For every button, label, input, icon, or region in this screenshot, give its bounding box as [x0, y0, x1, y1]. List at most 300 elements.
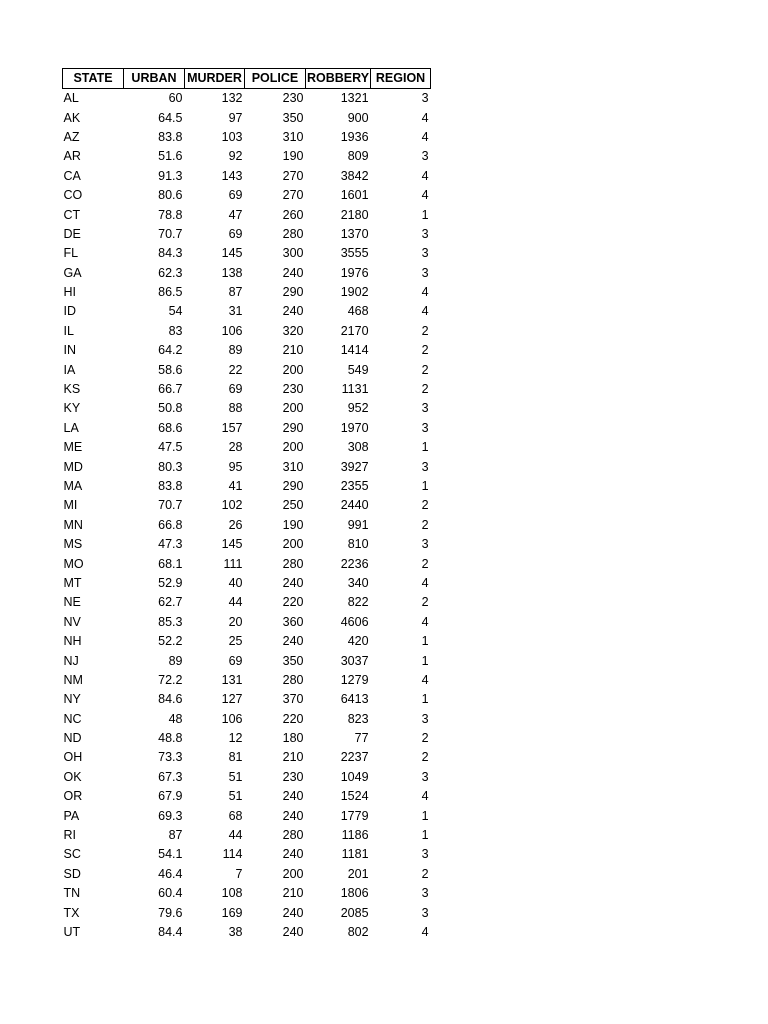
cell-state: OH [63, 750, 83, 765]
cell-murder: 145 [221, 537, 243, 552]
header-row [63, 69, 431, 89]
cell-urban: 80.6 [158, 188, 183, 203]
cell-police: 280 [282, 556, 304, 571]
table-row [63, 341, 431, 360]
header-urban: URBAN [124, 69, 185, 89]
cell-state: LA [63, 420, 79, 435]
cell-region: 3 [421, 905, 429, 920]
cell-state: KS [63, 382, 81, 397]
cell-robbery: 2236 [340, 556, 369, 571]
cell-robbery: 2085 [340, 905, 369, 920]
cell-police: 240 [282, 575, 304, 590]
cell-robbery: 4606 [340, 614, 369, 629]
cell-murder: 127 [221, 692, 243, 707]
cell-murder: 22 [228, 362, 243, 377]
cell-urban: 89 [168, 653, 183, 668]
cell-police: 370 [282, 692, 304, 707]
cell-region: 4 [421, 614, 429, 629]
cell-region: 3 [421, 401, 429, 416]
cell-state: AZ [63, 129, 80, 144]
cell-murder: 40 [228, 575, 243, 590]
cell-urban: 60.4 [158, 886, 183, 901]
cell-robbery: 308 [347, 440, 369, 455]
cell-police: 280 [282, 672, 304, 687]
cell-urban: 66.7 [158, 382, 183, 397]
cell-murder: 20 [228, 614, 243, 629]
cell-robbery: 549 [347, 362, 369, 377]
table-row [63, 516, 431, 535]
table-row [63, 710, 431, 729]
cell-urban: 73.3 [158, 750, 183, 765]
cell-police: 220 [282, 711, 304, 726]
table-row [63, 167, 431, 186]
cell-police: 220 [282, 595, 304, 610]
cell-urban: 67.9 [158, 789, 183, 804]
cell-robbery: 2237 [340, 750, 369, 765]
cell-state: NE [63, 595, 81, 610]
cell-police: 200 [282, 866, 304, 881]
cell-police: 200 [282, 401, 304, 416]
cell-urban: 60 [168, 91, 183, 106]
cell-police: 260 [282, 207, 304, 222]
cell-region: 4 [421, 924, 429, 939]
cell-murder: 169 [221, 905, 243, 920]
cell-urban: 48 [168, 711, 183, 726]
cell-murder: 138 [221, 265, 243, 280]
cell-police: 240 [282, 789, 304, 804]
cell-murder: 103 [221, 129, 243, 144]
cell-urban: 86.5 [158, 285, 183, 300]
table-row [63, 457, 431, 476]
table-row [63, 128, 431, 147]
cell-robbery: 1524 [340, 789, 369, 804]
cell-murder: 97 [228, 110, 243, 125]
cell-region: 2 [421, 556, 429, 571]
cell-urban: 70.7 [158, 226, 183, 241]
cell-urban: 68.1 [158, 556, 183, 571]
cell-region: 1 [421, 440, 429, 455]
cell-murder: 106 [221, 711, 243, 726]
cell-state: ME [63, 440, 83, 455]
cell-urban: 87 [168, 828, 183, 843]
table-row [63, 826, 431, 845]
cell-state: DE [63, 226, 81, 241]
cell-murder: 44 [228, 828, 243, 843]
cell-murder: 95 [228, 459, 243, 474]
cell-police: 290 [282, 479, 304, 493]
cell-police: 310 [282, 129, 304, 144]
table-row [63, 554, 431, 573]
cell-police: 350 [282, 653, 304, 668]
table-row [63, 438, 431, 457]
table-row [63, 419, 431, 438]
cell-murder: 7 [235, 866, 243, 881]
cell-region: 2 [421, 750, 429, 765]
cell-police: 230 [282, 91, 304, 106]
table-row [63, 205, 431, 224]
cell-robbery: 822 [347, 595, 369, 610]
table-header [63, 69, 431, 89]
cell-region: 4 [421, 110, 429, 125]
cell-robbery: 991 [347, 517, 369, 532]
cell-state: CT [63, 207, 81, 222]
cell-state: KY [63, 401, 81, 416]
cell-urban: 84.4 [158, 924, 183, 939]
cell-urban: 64.2 [158, 343, 183, 358]
cell-murder: 44 [228, 595, 243, 610]
cell-urban: 62.7 [158, 595, 183, 610]
cell-state: NH [63, 634, 82, 649]
table-row [63, 360, 431, 379]
cell-murder: 106 [221, 323, 243, 338]
cell-robbery: 1414 [340, 343, 369, 358]
cell-state: AR [63, 149, 81, 164]
cell-region: 4 [421, 129, 429, 144]
cell-police: 250 [282, 498, 304, 513]
cell-region: 4 [421, 188, 429, 203]
header-murder: MURDER [185, 69, 245, 89]
cell-robbery: 3927 [340, 459, 369, 474]
cell-state: SC [63, 847, 81, 862]
cell-murder: 69 [228, 653, 243, 668]
cell-police: 290 [282, 285, 304, 300]
cell-region: 3 [421, 226, 429, 241]
cell-robbery: 952 [347, 401, 369, 416]
table-row [63, 729, 431, 748]
table-row [63, 806, 431, 825]
cell-state: TN [63, 886, 81, 901]
cell-urban: 91.3 [158, 168, 183, 183]
table-row [63, 593, 431, 612]
cell-region: 1 [421, 207, 429, 222]
table-row [63, 903, 431, 922]
cell-region: 2 [421, 343, 429, 358]
cell-state: NY [63, 692, 81, 707]
cell-robbery: 810 [347, 537, 369, 552]
cell-police: 280 [282, 226, 304, 241]
cell-state: UT [63, 924, 81, 939]
header-robbery: ROBBERY [306, 69, 371, 89]
table-row [63, 322, 431, 341]
cell-region: 3 [421, 265, 429, 280]
cell-robbery: 2180 [340, 207, 369, 222]
table-row [63, 244, 431, 263]
table-body [63, 89, 431, 943]
cell-urban: 51.6 [158, 149, 183, 164]
cell-robbery: 77 [354, 731, 369, 746]
cell-murder: 88 [228, 401, 243, 416]
cell-murder: 157 [221, 420, 243, 435]
cell-region: 3 [421, 246, 429, 261]
cell-region: 2 [421, 498, 429, 513]
table-row [63, 613, 431, 632]
cell-region: 3 [421, 711, 429, 726]
cell-murder: 47 [228, 207, 243, 222]
cell-state: IA [63, 362, 76, 377]
cell-murder: 69 [228, 226, 243, 241]
cell-region: 2 [421, 382, 429, 397]
cell-region: 3 [421, 847, 429, 862]
cell-murder: 38 [228, 924, 243, 939]
cell-murder: 102 [221, 498, 243, 513]
cell-urban: 48.8 [158, 731, 183, 746]
cell-state: PA [63, 808, 80, 823]
cell-robbery: 468 [347, 304, 369, 319]
cell-region: 4 [421, 575, 429, 590]
table-row [63, 632, 431, 651]
cell-region: 4 [421, 672, 429, 687]
cell-robbery: 900 [347, 110, 369, 125]
cell-robbery: 823 [347, 711, 369, 726]
cell-robbery: 1902 [340, 285, 369, 300]
cell-state: NM [63, 672, 83, 687]
cell-state: MS [63, 537, 83, 552]
cell-state: CA [63, 168, 81, 183]
cell-murder: 26 [228, 517, 243, 532]
cell-urban: 78.8 [158, 207, 183, 222]
cell-robbery: 2170 [340, 323, 369, 338]
cell-police: 200 [282, 362, 304, 377]
cell-state: IL [63, 323, 74, 338]
cell-murder: 87 [228, 285, 243, 300]
cell-state: CO [63, 188, 83, 203]
cell-police: 270 [282, 188, 304, 203]
cell-region: 2 [421, 731, 429, 746]
cell-urban: 69.3 [158, 808, 183, 823]
cell-region: 2 [421, 866, 429, 881]
cell-region: 1 [421, 634, 429, 649]
cell-region: 3 [421, 149, 429, 164]
cell-police: 240 [282, 924, 304, 939]
cell-region: 4 [421, 789, 429, 804]
cell-region: 4 [421, 285, 429, 300]
cell-robbery: 1806 [340, 886, 369, 901]
cell-urban: 80.3 [158, 459, 183, 474]
cell-robbery: 1049 [340, 769, 369, 784]
cell-police: 200 [282, 440, 304, 455]
cell-murder: 131 [221, 672, 243, 687]
cell-police: 240 [282, 265, 304, 280]
cell-murder: 108 [221, 886, 243, 901]
cell-murder: 69 [228, 188, 243, 203]
table-row [63, 884, 431, 903]
cell-police: 190 [282, 149, 304, 164]
cell-robbery: 340 [347, 575, 369, 590]
table-row [63, 748, 431, 767]
cell-state: SD [63, 866, 81, 881]
cell-urban: 54.1 [158, 847, 183, 862]
table-row [63, 89, 431, 109]
cell-robbery: 2440 [340, 498, 369, 513]
cell-police: 210 [282, 886, 304, 901]
cell-police: 300 [282, 246, 304, 261]
cell-state: NV [63, 614, 81, 629]
cell-robbery: 201 [347, 866, 369, 881]
table-row [63, 923, 431, 942]
cell-murder: 31 [228, 304, 243, 319]
cell-state: MA [63, 479, 83, 493]
cell-region: 3 [421, 886, 429, 901]
cell-urban: 83.8 [158, 129, 183, 144]
cell-robbery: 1970 [340, 420, 369, 435]
cell-state: RI [63, 828, 76, 843]
cell-region: 2 [421, 362, 429, 377]
cell-police: 240 [282, 808, 304, 823]
cell-state: NC [63, 711, 82, 726]
table-row [63, 225, 431, 244]
cell-region: 3 [421, 537, 429, 552]
cell-police: 310 [282, 459, 304, 474]
cell-robbery: 3842 [340, 168, 369, 183]
cell-police: 290 [282, 420, 304, 435]
table-row [63, 535, 431, 554]
cell-murder: 111 [223, 556, 243, 571]
cell-region: 3 [421, 91, 429, 106]
cell-robbery: 802 [347, 924, 369, 939]
cell-robbery: 1601 [340, 188, 369, 203]
cell-murder: 132 [221, 91, 243, 106]
cell-state: HI [63, 285, 76, 300]
cell-urban: 84.6 [158, 692, 183, 707]
cell-robbery: 1181 [341, 847, 369, 862]
cell-region: 1 [421, 653, 429, 668]
cell-robbery: 809 [347, 149, 369, 164]
cell-urban: 52.9 [158, 575, 183, 590]
cell-robbery: 1321 [340, 91, 369, 106]
cell-robbery: 1370 [340, 226, 369, 241]
table-row [63, 399, 431, 418]
cell-police: 190 [282, 517, 304, 532]
cell-police: 230 [282, 382, 304, 397]
cell-murder: 12 [228, 731, 243, 746]
cell-police: 350 [282, 110, 304, 125]
cell-murder: 69 [228, 382, 243, 397]
cell-robbery: 1279 [340, 672, 369, 687]
table-row [63, 496, 431, 515]
cell-region: 3 [421, 420, 429, 435]
cell-robbery: 1936 [340, 129, 369, 144]
cell-urban: 83.8 [158, 479, 183, 493]
table-row [63, 186, 431, 205]
cell-state: IN [63, 343, 76, 358]
cell-urban: 67.3 [158, 769, 183, 784]
table-row [63, 690, 431, 709]
header-state: STATE [63, 69, 124, 89]
cell-urban: 84.3 [158, 246, 183, 261]
cell-region: 1 [421, 808, 429, 823]
table-row [63, 651, 431, 670]
cell-police: 240 [282, 905, 304, 920]
table-row [63, 787, 431, 806]
cell-murder: 145 [221, 246, 243, 261]
cell-state: FL [63, 246, 79, 261]
cell-state: AK [63, 110, 81, 125]
cell-region: 3 [421, 769, 429, 784]
cell-murder: 25 [228, 634, 243, 649]
cell-murder: 89 [228, 343, 243, 358]
table-row [63, 108, 431, 127]
cell-urban: 47.5 [158, 440, 183, 455]
table-row [63, 574, 431, 593]
cell-police: 280 [282, 828, 304, 843]
cell-robbery: 1186 [341, 828, 369, 843]
cell-murder: 114 [222, 847, 243, 862]
cell-state: MO [63, 556, 84, 571]
cell-region: 1 [421, 828, 429, 843]
cell-murder: 68 [228, 808, 243, 823]
cell-urban: 46.4 [158, 866, 183, 881]
cell-region: 2 [421, 595, 429, 610]
cell-state: MD [63, 459, 83, 474]
cell-urban: 52.2 [158, 634, 183, 649]
cell-state: MI [63, 498, 78, 513]
cell-police: 240 [282, 304, 304, 319]
cell-region: 2 [421, 323, 429, 338]
cell-police: 240 [282, 634, 304, 649]
cell-region: 4 [421, 304, 429, 319]
cell-urban: 83 [168, 323, 183, 338]
cell-urban: 54 [168, 304, 183, 319]
cell-region: 2 [421, 517, 429, 532]
cell-region: 1 [421, 692, 429, 707]
cell-police: 200 [282, 537, 304, 552]
cell-robbery: 3555 [340, 246, 369, 261]
cell-urban: 58.6 [158, 362, 183, 377]
table-row [63, 147, 431, 166]
cell-urban: 50.8 [158, 401, 183, 416]
cell-robbery: 1976 [340, 265, 369, 280]
table-row [63, 477, 431, 496]
table-row [63, 264, 431, 283]
cell-murder: 28 [228, 440, 243, 455]
cell-urban: 66.8 [158, 517, 183, 532]
cell-state: TX [63, 905, 80, 920]
cell-murder: 92 [228, 149, 243, 164]
cell-robbery: 6413 [340, 692, 369, 707]
cell-robbery: 1779 [340, 808, 369, 823]
table-row [63, 768, 431, 787]
cell-state: NJ [63, 653, 79, 668]
cell-urban: 70.7 [158, 498, 183, 513]
cell-state: MT [63, 575, 82, 590]
cell-state: OR [63, 789, 83, 804]
cell-state: AL [63, 91, 79, 106]
cell-robbery: 420 [347, 634, 369, 649]
cell-state: MN [63, 517, 83, 532]
cell-police: 210 [282, 750, 304, 765]
cell-police: 270 [282, 168, 304, 183]
cell-robbery: 1131 [341, 382, 369, 397]
table-row [63, 380, 431, 399]
cell-urban: 79.6 [158, 905, 183, 920]
cell-murder: 51 [228, 769, 243, 784]
cell-region: 4 [421, 168, 429, 183]
cell-urban: 85.3 [158, 614, 183, 629]
table-row [63, 865, 431, 884]
data-table [62, 68, 431, 942]
cell-police: 240 [282, 847, 304, 862]
table-row [63, 302, 431, 321]
cell-state: GA [63, 265, 82, 280]
cell-murder: 143 [221, 168, 243, 183]
table-row [63, 845, 431, 864]
header-police: POLICE [245, 69, 306, 89]
cell-police: 180 [282, 731, 304, 746]
cell-police: 230 [282, 769, 304, 784]
table-row [63, 283, 431, 302]
cell-state: OK [63, 769, 82, 784]
header-region: REGION [371, 69, 431, 89]
